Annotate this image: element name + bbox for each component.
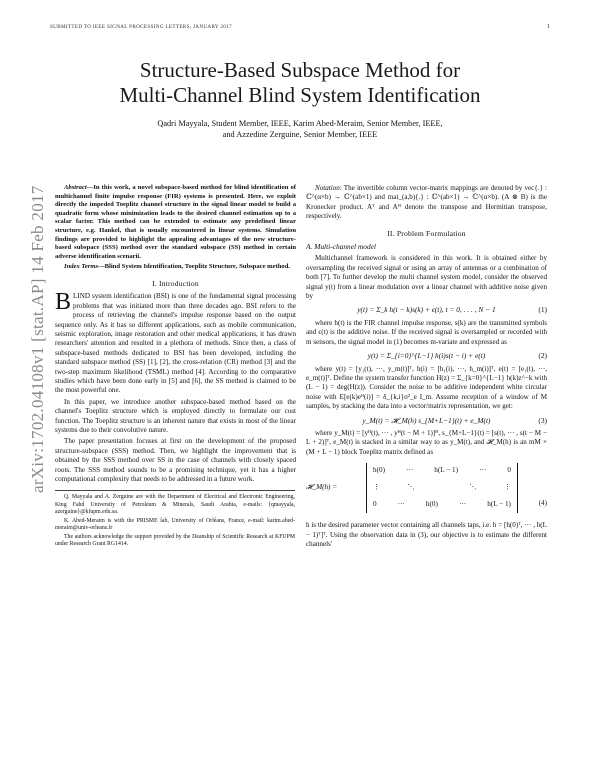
- authors-line-1: Qadri Mayyala, Student Member, IEEE, Karim Abed-Meraim, Senior Member, IEEE,: [157, 119, 443, 128]
- matrix-cell: ⋱: [469, 483, 477, 492]
- index-terms-label: Index Terms: [64, 263, 99, 271]
- left-column: [55, 184, 296, 549]
- equation-3: [306, 416, 547, 425]
- matrix-cell: ⋮: [503, 483, 511, 492]
- equation-3-number: (3): [538, 415, 547, 425]
- footnotes: [55, 490, 295, 548]
- right-column: [306, 184, 547, 551]
- footnote-affiliation-1: Q. Mayyala and A. Zerguine are with the Department of Electrical and Electronic Engineering, King Fahd University of Petroleum & Minerals, Saudi Arabia, e-mails: {qmayyala, azerguine}@kfupm.edu.sa.: [55, 494, 295, 516]
- section-heading-introduction: I. Introduction: [152, 278, 199, 288]
- matrix-row-2: [367, 480, 517, 497]
- notation-text: : The invertible column vector-matrix mappings are denoted by vec{.} : ℂ^(α×b) → ℂ^(ab×1) and mat_(a,b){.} : ℂ^(ab×1) → ℂ^(α×b). (A ⊗ B) is the Kronecker product. Aᵀ and Aᴴ denote the transpose and Hermitian transpose, respectively.: [306, 184, 547, 221]
- drop-cap: B: [55, 289, 72, 316]
- intro-paragraph-3: The paper presentation focuses at first on the development of the proposed structure-subspace (SSS) method. Then, we highlight the improvement that is obtained by the SSS method over SS in the case of channels with closely spaced roots. The SSS method sounds to be a promising technique, yet it has a higher computational complexity that needs to be addressed in a future work.: [55, 437, 296, 484]
- equation-1: [306, 305, 547, 314]
- matrix-cell: ⋱: [407, 483, 415, 492]
- problem-paragraph-2: where h(t) is the FIR channel impulse response, s(k) are the transmitted symbols and ϵ(t) is the additive noise. If the received signal is oversampled or recorded with m sensors, the signal model in (1) becomes m-variate and expressed as: [306, 318, 547, 346]
- equation-1-body: y(t) = Σ_k h(t − k)s(k) + ϵ(t), t = 0, . . . , N − 1: [357, 305, 496, 315]
- index-terms: Index Terms—Blind System Identification, Toeplitz Structure, Subspace method.: [64, 263, 291, 271]
- equation-3-body: y_M(t) = 𝓗_M(h) s_{M+L−1}(t) + e_M(t): [362, 415, 491, 425]
- equation-2: [306, 351, 547, 360]
- equation-2-body: y(t) = Σ_{i=0}^{L−1} h(i)s(t − i) + e(t): [367, 351, 486, 361]
- arxiv-stamp: arXiv:1702.04108v1 [stat.AP] 14 Feb 2017: [28, 185, 47, 493]
- toeplitz-matrix-equation: [306, 463, 547, 515]
- page-number: 1: [547, 24, 550, 30]
- problem-paragraph-3: where y(t) = [y₁(t), ···, y_m(t)]ᵀ, h(i) = [h₁(i), ···, h_m(i)]ᵀ, e(t) = [e₁(t), ···, e_m(t)]ᵀ. Define the system transfer function H(z) = Σ_{k=0}^{L−1} h(k)z^−k with (L − 1) = deg(H(z)). Consider the noise to be additive independent white circular noise with E[e(k)eᴴ(i)] = δ_{k,i}σ²_e I_m. Assume reception of a window of M samples, by stacking the data into a vector/matrix representation, we get:: [306, 364, 547, 411]
- abstract-text: In this work, a novel subspace-based method for blind identification of multichannel finite impulse response (FIR) systems is presented. Here, we exploit directly the impeded Toeplitz channel structure in the signal linear model to build a quadratic form whose minimization leads to the desired channel estimation up to a scalar factor. This method can be extended to estimate any predefined linear structure, e.g. Hankel, that is usually encountered in linear systems. Simulation findings are provided to highlight the appealing advantages of the new structure-based subspace (SSS) method over the standard subspace (SS) method in certain adverse identification scenarii.: [55, 184, 296, 260]
- footnote-affiliation-2: K. Abed-Meraim is with the PRISME lab, University of Orléans, France, e-mail: karim.abed-meraim@univ-orleans.fr: [55, 517, 295, 532]
- matrix-cell: ···: [458, 500, 467, 509]
- intro-paragraph-2: In this paper, we introduce another subspace-based method based on the channel's Toeplitz structure which is employed directly to formulate our cost function. The Toeplitz structure is an inherent nature that exists in most of the linear systems due to their convolutive nature.: [55, 397, 296, 435]
- subsection-heading-multichannel: A. Multi-channel model: [306, 242, 376, 252]
- authors-line-2: and Azzedine Zerguine, Senior Member, IEEE: [222, 130, 378, 139]
- matrix-cell: 0: [373, 500, 377, 509]
- notation-paragraph: [306, 184, 547, 222]
- notation-label: Notation: [315, 184, 340, 192]
- abstract: Abstract—In this work, a novel subspace-based method for blind identification of multichannel finite impulse response (FIR) systems is presented. Here, we exploit directly the impeded Toeplitz channel structure in the signal linear model to build a quadratic form whose minimization leads to the desired channel estimation up to a scalar factor. This method can be extended to estimate any predefined linear structure, e.g. Hankel, that is usually encountered in linear systems. Simulation findings are provided to highlight the appealing advantages of the new structure-based subspace (SSS) method over the standard subspace (SS) method in certain adverse identification scenarii.: [55, 184, 296, 260]
- abstract-label: Abstract: [64, 184, 87, 191]
- running-header: SUBMITTED TO IEEE SIGNAL PROCESSING LETTERS, JANUARY 2017: [50, 24, 232, 30]
- problem-paragraph-5: h is the desired parameter vector containing all channels taps, i.e. h = [h(0)ᵀ, ··· , h(L − 1)ᵀ]ᵀ. Using the observation data in (3), our objective is to estimate the different channels': [306, 521, 547, 548]
- intro-para1-text: LIND system identification (BSI) is one of the fundamental signal processing problems that was initiated more than three decades ago. BSI refers to the process of retrieving the channel's impulse response based on the output sequence only. As it has so different applications, such as mobile communication, seismic exploration, image restoration and other medical applications, it has drawn researchers' attention and resulted in a plethora of methods. Since then, a class of subspace-based methods dedicated to BSI has been developed, including the standard subspace method (SS) [1], [2], the cross-relation (CR) method [3] and the two-step maximum likelihood (TSML) method [4]. According to the comparative studies which have been done early in [5] and [6], the SS method is claimed to be the most powerful one.: [55, 292, 296, 395]
- author-list: [80, 118, 520, 140]
- matrix-cell: h(L − 1): [487, 500, 511, 509]
- equation-2-number: (2): [538, 351, 547, 361]
- matrix-cell: ···: [479, 466, 487, 475]
- index-terms-text: Blind System Identification, Toeplitz Structure, Subspace method.: [104, 263, 291, 271]
- equation-4-number: (4): [538, 499, 547, 508]
- matrix-label: 𝓗_M(h) =: [306, 483, 338, 492]
- matrix-cell: ···: [406, 466, 414, 475]
- problem-paragraph-1: Multichannel framework is considered in this work. It is obtained either by oversampling the received signal or using an array of antennas or a combination of both [7]. To further develop the multi channel system model, consider the observed signal y(t) from a linear modulation over a linear channel with additive noise given by: [306, 254, 547, 301]
- matrix-row-1: [367, 463, 517, 480]
- matrix-cell: h(L − 1): [434, 466, 459, 475]
- matrix-cell: 0: [507, 466, 511, 475]
- matrix-cell: h(0): [425, 500, 438, 509]
- section-heading-problem-formulation: II. Problem Formulation: [387, 228, 466, 238]
- matrix-cell: h(0): [373, 466, 385, 475]
- title-line-1: Structure-Based Subspace Method for: [139, 58, 461, 82]
- problem-paragraph-4: where y_M(t) = [yᴴ(t), ··· , yᴴ(t − M + 1)]ᴴ, s_{M+L−1}(t) = [s(t), ··· , s(t − M − L + 2)]ᵀ, e_M(t) is stacked in a similar way to as y_M(t), and 𝓗_M(h) is an mM × (M + L − 1) block Toeplitz matrix defined as: [306, 428, 547, 456]
- footnote-acknowledgment: The authors acknowledge the support provided by the Deanship of Scientific Research at KFUPM under Research Grant RG1414.: [55, 533, 295, 547]
- matrix-body: [366, 463, 518, 513]
- equation-1-number: (1): [538, 305, 547, 315]
- intro-paragraph-1: [55, 289, 296, 395]
- title-line-2: Multi-Channel Blind System Identification: [119, 83, 481, 107]
- matrix-row-3: [367, 497, 517, 514]
- paper-title: [0, 58, 600, 108]
- matrix-cell: ⋮: [373, 483, 381, 492]
- matrix-cell: ···: [397, 500, 405, 509]
